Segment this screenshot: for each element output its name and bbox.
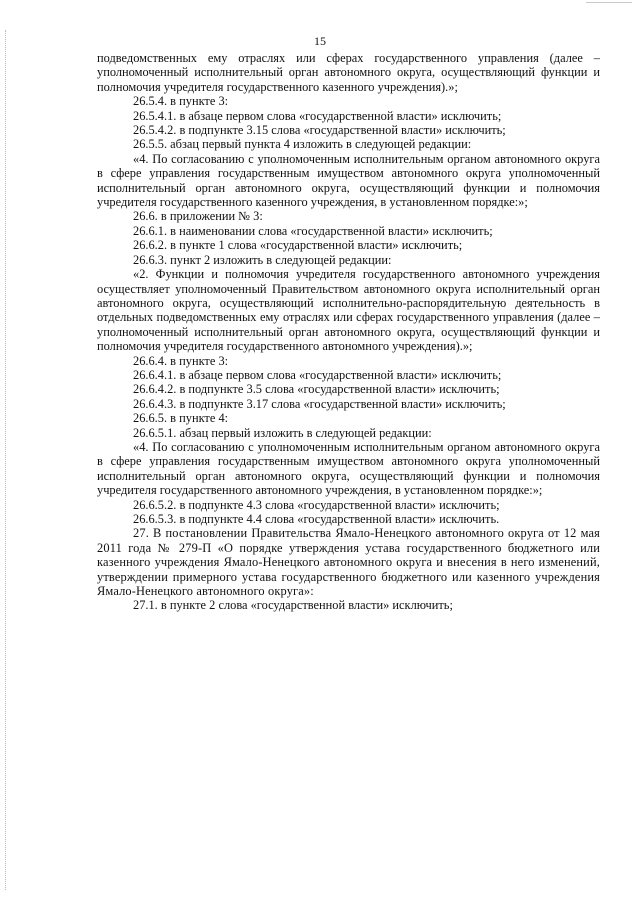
paragraph-21: 27. В постановлении Правительства Ямало-Ненецкого автономного округа от 12 мая 2011 года № 279-П «О порядке утверждения устава государственного бюджетного или казенного учреждения Ямало-Ненецкого автономного округа и внесения в него изменений, утверждении примерного устава государственного бюджетного или казенного учреждения Ямало-Ненецкого автономного округа»: — [97, 526, 600, 599]
paragraph-17: 26.6.5.1. абзац первый изложить в следующей редакции: — [133, 425, 432, 440]
paragraph-19: 26.6.5.2. в подпункте 4.3 слова «государственной власти» исключить; — [133, 497, 500, 512]
page-number: 15 — [314, 34, 326, 48]
paragraph-15: 26.6.4.3. в подпункте 3.17 слова «государственной власти» исключить; — [133, 396, 506, 411]
paragraph-5: 26.5.5. абзац первый пункта 4 изложить в следующей редакции: — [133, 137, 472, 152]
document-body — [97, 51, 600, 613]
paragraph-10: 26.6.3. пункт 2 изложить в следующей редакции: — [133, 252, 392, 267]
paragraph-3: 26.5.4.1. в абзаце первом слова «государственной власти» исключить; — [133, 108, 502, 123]
paragraph-2: 26.5.4. в пункте 3: — [133, 94, 229, 109]
paragraph-8: 26.6.1. в наименовании слова «государственной власти» исключить; — [133, 223, 493, 238]
paragraph-6: «4. По согласованию с уполномоченным исполнительным органом автономного округа в сфере управления государственным имуществом автономного округа уполномоченный исполнительный орган автономного округа, осуществляющий функции и полномочия учредителя государственного казенного учреждения, в установленном порядке:»; — [97, 151, 600, 210]
paragraph-20: 26.6.5.3. в подпункте 4.4 слова «государственной власти» исключить. — [133, 512, 500, 526]
scan-corner-mark — [586, 2, 632, 3]
paragraph-16: 26.6.5. в пункте 4: — [133, 411, 229, 426]
paragraph-7: 26.6. в приложении № 3: — [133, 209, 263, 224]
paragraph-18: «4. По согласованию с уполномоченным исполнительным органом автономного округа в сфере управления государственным имуществом автономного округа уполномоченный исполнительный орган автономного округа, осуществляющий функции и полномочия учредителя государственного автономного учреждения, в установленном порядке:»; — [97, 439, 600, 498]
paragraph-9: 26.6.2. в пункте 1 слова «государственной власти» исключить; — [133, 238, 463, 253]
paragraph-12: 26.6.4. в пункте 3: — [133, 353, 229, 368]
paragraph-1: подведомственных ему отраслях или сферах государственного управления (далее – уполномоченный исполнительный орган автономного округа, осуществляющий функции и полномочия учредителя государственного казенного учреждения).»; — [97, 51, 600, 94]
scan-margin-line — [5, 30, 6, 890]
paragraph-4: 26.5.4.2. в подпункте 3.15 слова «государственной власти» исключить; — [133, 123, 506, 138]
paragraph-13: 26.6.4.1. в абзаце первом слова «государственной власти» исключить; — [133, 367, 502, 382]
paragraph-14: 26.6.4.2. в подпункте 3.5 слова «государственной власти» исключить; — [133, 382, 500, 397]
paragraph-22: 27.1. в пункте 2 слова «государственной власти» исключить; — [133, 598, 453, 613]
paragraph-11: «2. Функции и полномочия учредителя государственного автономного учреждения осуществляет уполномоченный Правительством автономного округа исполнительный орган автономного округа, осуществляющий исполнительно-распорядительную деятельность в отдельных подведомственных ему отраслях или сферах государственного управления (далее – уполномоченный исполнительный орган автономного округа, осуществляющий функции и полномочия учредителя государственного автономного учреждения).»; — [97, 267, 600, 354]
